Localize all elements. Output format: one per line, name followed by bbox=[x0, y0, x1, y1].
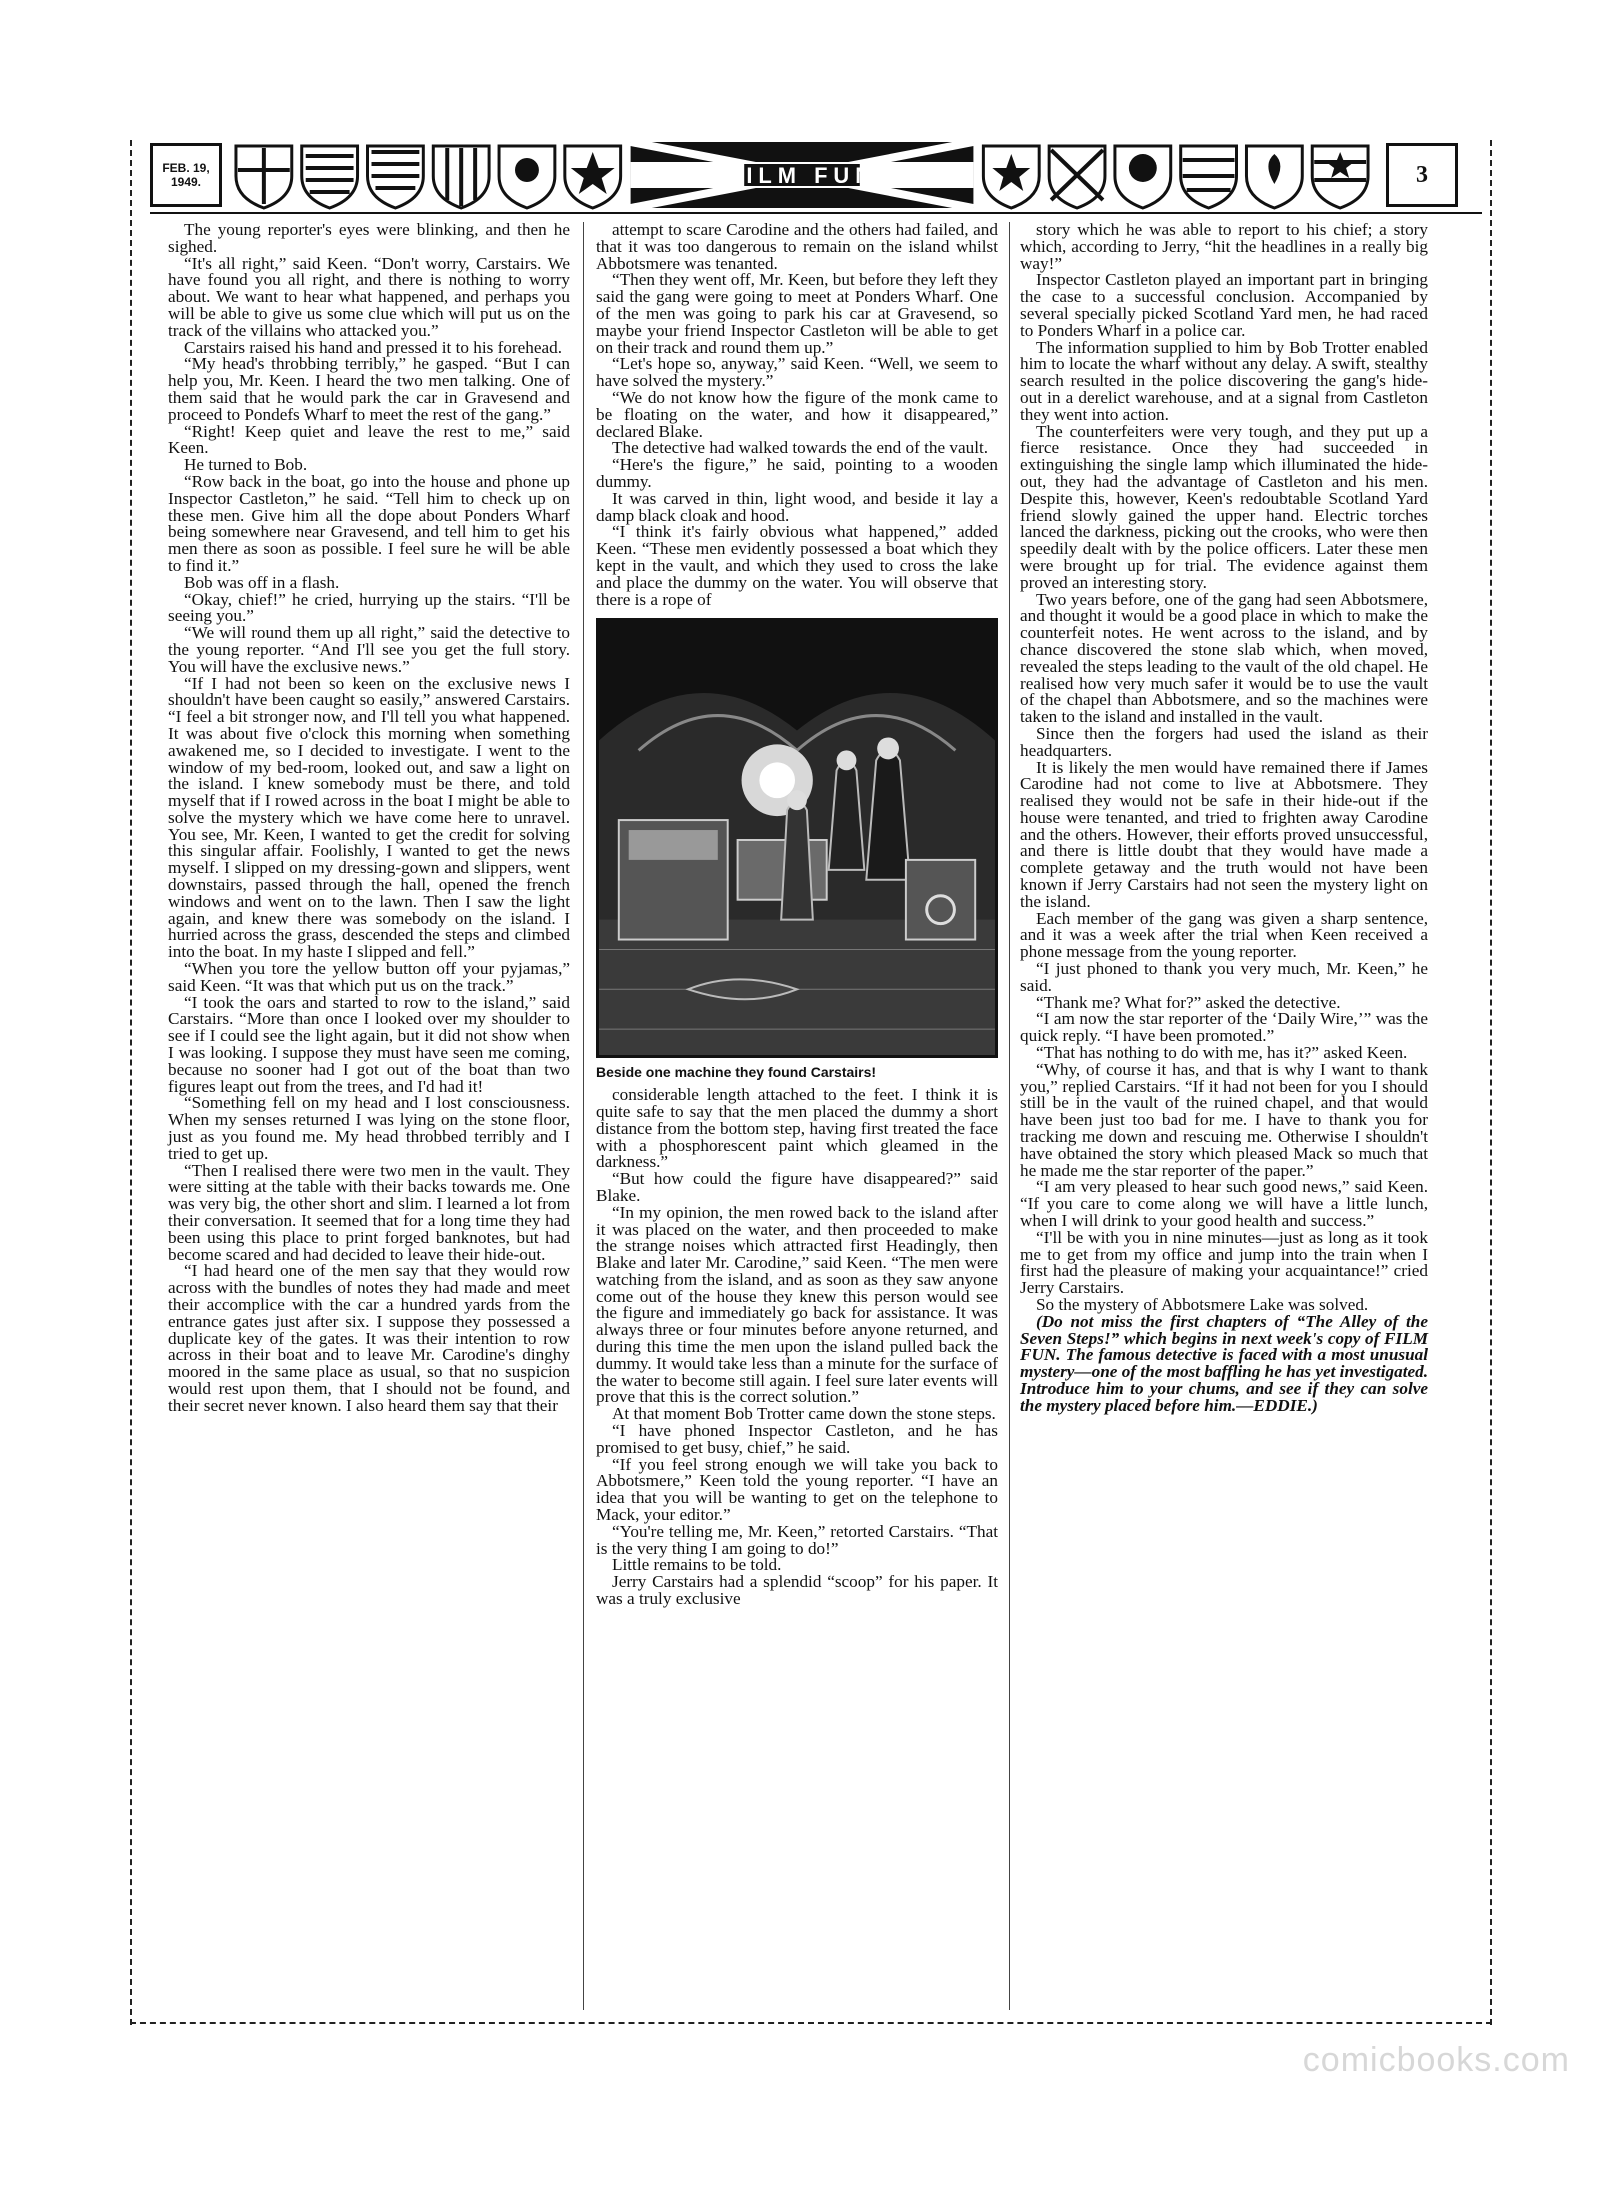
date-box bbox=[150, 143, 222, 207]
paragraph: “I think it's fairly obvious what happened,” added Keen. “These men evidently possessed a boat which they kept in the vault, and which they used to cross the lake and place the dummy on the water. You will observe that there is a rope of bbox=[596, 522, 998, 609]
bottom-border-ornament bbox=[130, 2022, 1492, 2024]
paragraph: Two years before, one of the gang had seen Abbotsmere, and thought it would be a good place in which to make the counterfeit notes. He went across to the island, and by chance discovered the stone slab which, when moved, revealed the steps leading to the vault of the old chapel. He realised how very much safer it would be to use the vault of the chapel than Abbotsmere, and so the machines were taken to the island and installed in the vault. bbox=[1020, 589, 1428, 727]
shields-strip bbox=[226, 140, 1382, 210]
illustration-caption: Beside one machine they found Carstairs! bbox=[596, 1064, 877, 1081]
header-rule bbox=[150, 212, 1482, 214]
paragraph: attempt to scare Carodine and the others had failed, and that it was too dangerous to remain on the island whilst Abbotsmere was tenanted. bbox=[596, 220, 998, 273]
paragraph: “Then they went off, Mr. Keen, but before they left they said the gang were going to meet at Ponders Wharf. One of the men was going to park his car at Gravesend, so maybe your friend Inspector Castleton will be able to get on their track and round them up.” bbox=[596, 270, 998, 357]
paragraph: “You're telling me, Mr. Keen,” retorted Carstairs. “That is the very thing I am going to do!” bbox=[596, 1521, 998, 1558]
paragraph: The detective had walked towards the end of the vault. bbox=[612, 438, 989, 458]
paragraph: “We do not know how the figure of the monk came to be floating on the water, and how it disappeared,” declared Blake. bbox=[596, 387, 998, 441]
paragraph: “If I had not been so keen on the exclusive news I shouldn't have been caught so easily,” answered Carstairs. “I feel a bit stronger now, and I'll tell you what happened. It was about five o'clock this morning when something awakened me, so I decided to investigate. I went to the window of my bed-room, looked out, and saw a light on the island. I knew somebody must be there, and told myself that if I rowed across in the boat I might be able to solve the mystery which we have come here to unravel. You see, Mr. Keen, I wanted to get the credit for solving this singular affair. Foolishly, I wanted to get the news myself. I slipped on my dressing-gown and slippers, went downstairs, passed through the hall, opened the french windows and went on to the lawn. Then I saw the light again, and knew there was somebody on the island. I hurried across the grass, descended the steps and climbed into the boat. In my haste I slipped and fell.” bbox=[168, 673, 570, 962]
column-2 bbox=[596, 222, 998, 1608]
paragraph: “Something fell on my head and I lost consciousness. When my senses returned I was lying on the stone floor, just as you found me. My head throbbed terribly and I tried to get up. bbox=[168, 1093, 570, 1163]
story-illustration bbox=[596, 618, 998, 1058]
next-week-promo: (Do not miss the first chapters of “The Alley of the Seven Steps!” which begins in next week's copy of FILM FUN. The famous detective is faced with a most unusual mystery—one of the most baffling he has yet investigated. Introduce him to your chums, and see if they can solve the mystery placed before him.—EDDIE.) bbox=[1020, 1311, 1428, 1415]
paragraph: It is likely the men would have remained there if James Carodine had not come to live at Abbotsmere. They realised they would not be safe in their hide-out if the house were tenanted, and tried to frighten away Carodine and the others. However, their efforts proved unsuccessful, and there is little doubt that they would have made a complete getaway and the truth would not have been known if Jerry Carstairs had not seen the mystery light on the island. bbox=[1020, 757, 1428, 911]
paragraph: story which he was able to report to his chief; a story which, according to Jerry, “hit the headlines in a really big way!” bbox=[1020, 220, 1428, 273]
paragraph: The counterfeiters were very tough, and they put up a fierce resistance. Once they had succeeded in extinguishing the single lamp which illuminated the hide-out, they had the advantage of Castleton and his men. Despite this, however, Keen's redoubtable Scotland Yard friend slowly gained the upper hand. Electric torches lanced the darkness, picking out the crooks, who were then speedily dealt with by the police officers. Later these men were brought up for trial. The evidence against them proved an interesting story. bbox=[1020, 421, 1428, 592]
column-divider-1 bbox=[583, 222, 584, 2010]
paragraph: Jerry Carstairs had a splendid “scoop” for his paper. It was a truly exclusive bbox=[596, 1572, 998, 1609]
right-border-ornament bbox=[1490, 140, 1492, 2025]
date-line-1: FEB. 19, bbox=[162, 161, 210, 175]
paragraph: “I am very pleased to hear such good news,” said Keen. “If you care to come along we will have a little lunch, when I will drink to your good health and success.” bbox=[1020, 1177, 1428, 1231]
paragraph: Inspector Castleton played an important part in bringing the case to a successful conclusion. Accompanied by several specially picked Scotland Yard men, he had raced to Ponders Wharf in a police car. bbox=[1020, 270, 1428, 340]
paragraph: “But how could the figure have disappeared?” said Blake. bbox=[596, 1169, 998, 1205]
left-border-ornament bbox=[130, 140, 132, 2025]
paragraph: “I am now the star reporter of the ‘Daily Wire,’” was the quick reply. “I have been promoted.” bbox=[1020, 1009, 1428, 1046]
magazine-title: FILM FUN bbox=[726, 162, 878, 189]
column-3 bbox=[1020, 222, 1428, 1415]
paragraph: He turned to Bob. bbox=[184, 455, 308, 475]
paragraph: “When you tore the yellow button off your pyjamas,” said Keen. “It was that which put us on the track.” bbox=[168, 959, 570, 995]
paragraph: Since then the forgers had used the island as their headquarters. bbox=[1020, 723, 1428, 760]
paragraph: “Okay, chief!” he cried, hurrying up the stairs. “I'll be seeing you.” bbox=[168, 589, 570, 626]
paragraph: “Let's hope so, anyway,” said Keen. “Well, we seem to have solved the mystery.” bbox=[596, 354, 998, 391]
paragraph: “I took the oars and started to row to the island,” said Carstairs. “More than once I looked over my shoulder to see if I could see the light again, but it did not show when I was looking. I suppose they must have seen me coming, because no sooner had I got out of the boat than two figures leapt out from the trees, and I'd had it! bbox=[168, 992, 570, 1096]
paragraph: “Row back in the boat, go into the house and phone up Inspector Castleton,” he said. “Tell him to check up on these men. Give him all the dope about Ponders Wharf being somewhere near Gravesend, and tell him to get his men there as soon as possible. I feel sure he will be able to find it.” bbox=[168, 471, 570, 575]
paragraph: “Why, of course it has, and that is why I want to thank you,” replied Carstairs. “If it had not been for you I should still be in the vault of the ruined chapel, and that would have been just too bad for me. I have to thank you for tracking me down and rescuing me. Otherwise I shouldn't have obtained the story which pleased Mack so much that he made me the star reporter of the paper.” bbox=[1020, 1059, 1428, 1180]
watermark: comicbooks.com bbox=[1302, 2041, 1570, 2079]
paragraph: “In my opinion, the men rowed back to the island after it was placed on the water, and then proceeded to make the strange noises which attracted first Headingly, then Blake and later Mr. Carodine,” said Keen. “The men were watching from the island, and as soon as they saw anyone come out of the house they knew this person would see the figure and immediately go back for assistance. It was always three or four minutes before anyone returned, and during this time the men upon the island pulled back the dummy. It would take less than a minute for the surface of the water to become still again. I feel sure later events will prove that this is the correct solution.” bbox=[596, 1202, 998, 1407]
paragraph: considerable length attached to the feet. I think it is quite safe to say that the men placed the dummy a short distance from the bottom step, having first treated the face with a phosphorescent paint which gleamed in the darkness.” bbox=[596, 1085, 998, 1172]
date-line-2: 1949. bbox=[170, 175, 202, 189]
paragraph: “Then I realised there were two men in the vault. They were sitting at the table with their backs towards me. One was very big, the other short and slim. I learned a lot from their conversation. It seemed that for a long time they had been using this place to print forged banknotes, but had become scared and had decided to leave their hide-out. bbox=[168, 1160, 570, 1264]
paragraph: “I had heard one of the men say that they would row across with the bundles of notes they had made and meet their accomplice with the car a hundred yards from the entrance gates just after six. I suppose they possessed a duplicate key of the gates. It was their intention to row across in their boat and to leave Mr. Carodine's dinghy moored in the same place as usual, so that no suspicion would rest upon them, that I should not be found, and their secret never known. I also heard them say that their bbox=[168, 1261, 570, 1415]
paragraph: “Here's the figure,” he said, pointing to a wooden dummy. bbox=[596, 455, 998, 491]
paragraph: Bob was off in a flash. bbox=[184, 572, 340, 592]
paragraph: “My head's throbbing terribly,” he gasped. “But I can help you, Mr. Keen. I heard the two men talking. One of them said that he would park the car in Gravesend and proceed to Pondefs Wharf to meet the rest of the gang.” bbox=[168, 354, 570, 424]
paragraph: “I just phoned to thank you very much, Mr. Keen,” he said. bbox=[1020, 959, 1428, 995]
page-number: 3 bbox=[1416, 161, 1428, 188]
page-number-box bbox=[1386, 143, 1458, 207]
paragraph: Little remains to be told. bbox=[612, 1555, 782, 1575]
paragraph: The young reporter's eyes were blinking, and then he sighed. bbox=[168, 220, 570, 256]
paragraph: “It's all right,” said Keen. “Don't worry, Carstairs. We have found you all right, and there is nothing to worry about. We want to hear what happened, and perhaps you will be able to give us some clue which will put us on the track of the villains who attacked you.” bbox=[168, 253, 570, 340]
vault-scene-image bbox=[599, 621, 995, 1055]
paragraph: “I have phoned Inspector Castleton, and he has promised to get busy, chief,” he said. bbox=[596, 1421, 998, 1457]
paragraph: “We will round them up all right,” said the detective to the young reporter. “And I'll see you get the full story. You will have the exclusive news.” bbox=[168, 623, 570, 676]
paragraph: Each member of the gang was given a sharp sentence, and it was a week after the trial when Keen received a phone message from the young reporter. bbox=[1020, 908, 1428, 962]
header-banner bbox=[150, 138, 1458, 212]
paragraph: It was carved in thin, light wood, and beside it lay a damp black cloak and hood. bbox=[596, 488, 998, 525]
paragraph: “Right! Keep quiet and leave the rest to me,” said Keen. bbox=[168, 421, 570, 458]
column-divider-2 bbox=[1009, 222, 1010, 2010]
shields-illustration bbox=[226, 140, 1382, 210]
paragraph: The information supplied to him by Bob Trotter enabled him to locate the wharf without any delay. A swift, stealthy search resulted in the police discovering the gang's hide-out in a derelict warehouse, and at a signal from Castleton they went into action. bbox=[1020, 337, 1428, 424]
paragraph: Carstairs raised his hand and pressed it to his forehead. bbox=[184, 337, 563, 357]
paragraph: “That has nothing to do with me, has it?” asked Keen. bbox=[1036, 1043, 1408, 1063]
paragraph: “Thank me? What for?” asked the detective. bbox=[1036, 992, 1341, 1012]
column-1 bbox=[168, 222, 570, 1415]
paragraph: “I'll be with you in nine minutes—just as long as it took me to get from my office and jump into the train when I first had the pleasure of making your acquaintance!” cried Jerry Carstairs. bbox=[1020, 1227, 1428, 1298]
paragraph: So the mystery of Abbotsmere Lake was solved. bbox=[1036, 1295, 1369, 1314]
paragraph: “If you feel strong enough we will take you back to Abbotsmere,” Keen told the young reporter. “I have an idea that you will be wanting to get on the telephone to Mack, your editor.” bbox=[596, 1454, 998, 1525]
paragraph: At that moment Bob Trotter came down the stone steps. bbox=[612, 1404, 996, 1424]
